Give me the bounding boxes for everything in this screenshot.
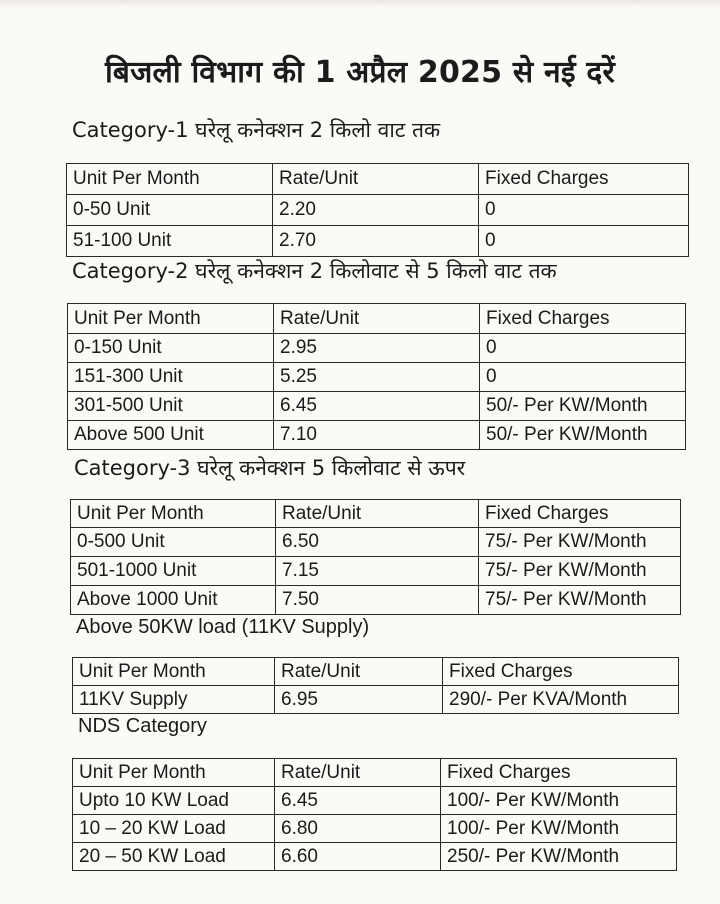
table-row bbox=[73, 787, 677, 815]
table-cell: 6.60 bbox=[275, 843, 441, 871]
table-cell: 6.95 bbox=[275, 686, 443, 714]
table-cell: 6.50 bbox=[276, 528, 479, 557]
table-header-row bbox=[73, 658, 679, 686]
table-cell: Upto 10 KW Load bbox=[73, 787, 275, 815]
table-row bbox=[67, 195, 689, 226]
table-row bbox=[73, 686, 679, 714]
table-cell: 11KV Supply bbox=[73, 686, 275, 714]
table-cell: 6.45 bbox=[275, 787, 441, 815]
table-cell: 6.45 bbox=[274, 392, 480, 421]
table-row bbox=[73, 815, 677, 843]
table-cell: 20 – 50 KW Load bbox=[73, 843, 275, 871]
table-row bbox=[71, 586, 681, 615]
table-header-row bbox=[67, 164, 689, 195]
table-cell: 151-300 Unit bbox=[68, 363, 274, 392]
table-cell: 0-500 Unit bbox=[71, 528, 276, 557]
table-row bbox=[68, 392, 686, 421]
column-header: Unit Per Month bbox=[71, 500, 276, 528]
rate-table-11kv bbox=[72, 657, 679, 714]
page-title: बिजली विभाग की 1 अप्रैल 2025 से नई दरें bbox=[105, 55, 615, 90]
table-cell: 100/- Per KW/Month bbox=[441, 815, 677, 843]
table-row bbox=[68, 363, 686, 392]
table-row bbox=[68, 421, 686, 450]
column-header: Rate/Unit bbox=[273, 164, 479, 195]
rate-table-category-3 bbox=[70, 499, 681, 615]
section-heading-nds: NDS Category bbox=[78, 715, 207, 737]
table-row bbox=[68, 334, 686, 363]
rate-table-category-1 bbox=[66, 163, 689, 257]
table-header-row bbox=[73, 759, 677, 787]
table-cell: 250/- Per KW/Month bbox=[441, 843, 677, 871]
table-cell: 2.20 bbox=[273, 195, 479, 226]
table-cell: Above 1000 Unit bbox=[71, 586, 276, 615]
section-heading-11kv: Above 50KW load (11KV Supply) bbox=[76, 616, 370, 638]
table-cell: Above 500 Unit bbox=[68, 421, 274, 450]
column-header: Fixed Charges bbox=[441, 759, 677, 787]
table-cell: 50/- Per KW/Month bbox=[480, 421, 686, 450]
table-cell: 0 bbox=[480, 334, 686, 363]
table-row bbox=[71, 528, 681, 557]
column-header: Unit Per Month bbox=[73, 759, 275, 787]
table-row bbox=[71, 557, 681, 586]
column-header: Unit Per Month bbox=[68, 304, 274, 334]
table-cell: 0 bbox=[479, 195, 689, 226]
table-cell: 51-100 Unit bbox=[67, 226, 273, 257]
table-cell: 0 bbox=[479, 226, 689, 257]
column-header: Unit Per Month bbox=[73, 658, 275, 686]
table-cell: 301-500 Unit bbox=[68, 392, 274, 421]
table-cell: 100/- Per KW/Month bbox=[441, 787, 677, 815]
table-cell: 75/- Per KW/Month bbox=[479, 586, 681, 615]
table-cell: 501-1000 Unit bbox=[71, 557, 276, 586]
table-cell: 50/- Per KW/Month bbox=[480, 392, 686, 421]
table-cell: 0 bbox=[480, 363, 686, 392]
table-cell: 7.50 bbox=[276, 586, 479, 615]
table-cell: 6.80 bbox=[275, 815, 441, 843]
column-header: Rate/Unit bbox=[274, 304, 480, 334]
column-header: Fixed Charges bbox=[480, 304, 686, 334]
table-cell: 75/- Per KW/Month bbox=[479, 528, 681, 557]
column-header: Fixed Charges bbox=[443, 658, 679, 686]
column-header: Rate/Unit bbox=[276, 500, 479, 528]
table-header-row bbox=[68, 304, 686, 334]
table-header-row bbox=[71, 500, 681, 528]
table-cell: 10 – 20 KW Load bbox=[73, 815, 275, 843]
section-heading-category-1: Category-1 घरेलू कनेक्शन 2 किलो वाट तक bbox=[72, 118, 441, 142]
table-cell: 75/- Per KW/Month bbox=[479, 557, 681, 586]
table-cell: 0-50 Unit bbox=[67, 195, 273, 226]
column-header: Unit Per Month bbox=[67, 164, 273, 195]
rate-table-nds bbox=[72, 758, 677, 871]
column-header: Rate/Unit bbox=[275, 759, 441, 787]
section-heading-category-2: Category-2 घरेलू कनेक्शन 2 किलोवाट से 5 किलो वाट तक bbox=[72, 259, 557, 283]
table-cell: 5.25 bbox=[274, 363, 480, 392]
table-cell: 7.15 bbox=[276, 557, 479, 586]
rate-table-category-2 bbox=[67, 303, 686, 450]
section-heading-category-3: Category-3 घरेलू कनेक्शन 5 किलोवाट से ऊपर bbox=[74, 456, 466, 480]
table-cell: 2.70 bbox=[273, 226, 479, 257]
column-header: Fixed Charges bbox=[479, 164, 689, 195]
paper-edge bbox=[0, 0, 720, 8]
table-cell: 2.95 bbox=[274, 334, 480, 363]
table-row bbox=[67, 226, 689, 257]
table-row bbox=[73, 843, 677, 871]
table-cell: 0-150 Unit bbox=[68, 334, 274, 363]
column-header: Rate/Unit bbox=[275, 658, 443, 686]
column-header: Fixed Charges bbox=[479, 500, 681, 528]
table-cell: 7.10 bbox=[274, 421, 480, 450]
table-cell: 290/- Per KVA/Month bbox=[443, 686, 679, 714]
